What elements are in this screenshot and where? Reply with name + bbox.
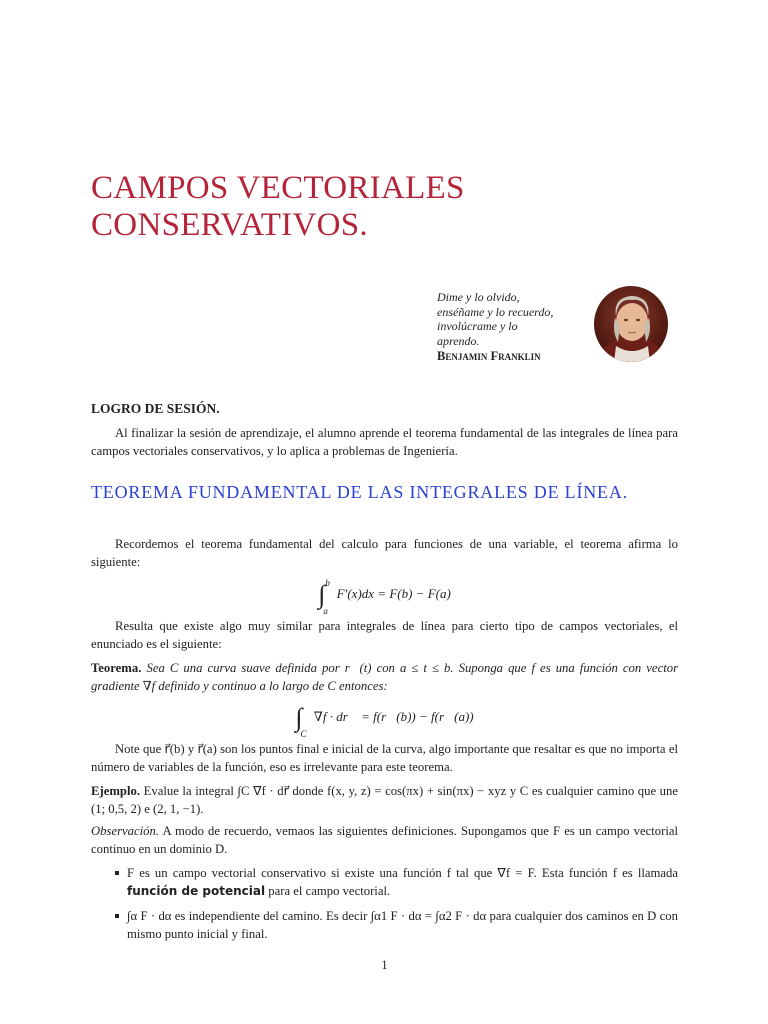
quote-line-1: Dime y lo olvido, [437, 290, 520, 304]
author-portrait [594, 286, 668, 362]
example-label: Ejemplo. [91, 784, 140, 798]
list-item [115, 907, 678, 943]
similar-paragraph: Resulta que existe algo muy similar para integrales de línea para cierto tipo de campos vectoriales, el enunciado es el siguiente: [91, 619, 678, 651]
bullet-2-text: ∫α F · dα es independiente del camino. Es decir ∫α1 F · dα = ∫α2 F · dα para cualquier dos caminos en D con mismo punto inicial y final. [127, 909, 678, 941]
bullet-1-bold: función de potencial [127, 884, 266, 898]
bullet-1-text-a: F es un campo vectorial conservativo si existe una función f tal que ∇f = F. Esta función f es llamada [127, 866, 678, 880]
theorem-label: Teorema. [91, 661, 142, 675]
note-paragraph: Note que r⃗(b) y r⃗(a) son los puntos final e inicial de la curva, algo importante que resaltar es que no importa el número de variables de la función, eso es irrelevante para este teorema. [91, 742, 678, 774]
section-heading: TEOREMA FUNDAMENTAL DE LAS INTEGRALES DE LÍNEA. [91, 482, 628, 502]
equation-fundamental-body: ∇f · dr⃗ = f(r⃗(b)) − f(r⃗(a)) [313, 708, 474, 724]
example-paragraph [91, 782, 678, 818]
title-line-1: CAMPOS VECTORIALES [91, 170, 465, 206]
theorem-paragraph [91, 659, 678, 695]
logro-heading: LOGRO DE SESIÓN. [91, 401, 220, 416]
equation-fundamental [91, 703, 678, 739]
intro-paragraph: Recordemos el teorema fundamental del calculo para funciones de una variable, el teorema afirma lo siguiente: [91, 537, 678, 569]
epigraph [437, 290, 597, 364]
bullet-icon [115, 914, 119, 918]
observation-label: Observación. [91, 824, 160, 838]
definitions-list [115, 864, 678, 943]
title-line-2: CONSERVATIVOS. [91, 207, 368, 243]
quote-line-3: involúcrame y lo [437, 319, 518, 334]
integral-limits [323, 578, 333, 616]
page-number: 1 [381, 958, 388, 972]
page [91, 0, 678, 1024]
page-title [91, 170, 678, 244]
logro-text: Al finalizar la sesión de aprendizaje, el alumno aprende el teorema fundamental de las integrales de línea para campos vectoriales conservativos, y lo aplica a problemas de Ingeniería. [91, 426, 678, 458]
equation-ftc [91, 578, 678, 616]
quote-author: Benjamin Franklin [437, 349, 541, 364]
observation-paragraph [91, 822, 678, 858]
integral-sign: ∫ [318, 580, 326, 609]
list-item [115, 864, 678, 900]
quote-line-4: aprendo. [437, 333, 480, 348]
lower-limit: a [323, 606, 328, 616]
bullet-icon [115, 871, 119, 875]
bullet-1-text-b: para el campo vectorial. [265, 884, 391, 898]
equation-ftc-body: F′(x)dx = F(b) − F(a) [336, 585, 451, 601]
theorem-text: Sea C una curva suave definida por r⃗(t) con a ≤ t ≤ b. Suponga que f es una función con vector gradiente ∇f definido y continuo a lo largo de C entonces: [91, 661, 679, 693]
upper-limit: b [325, 578, 330, 588]
integral-sign-2: ∫ [295, 703, 303, 732]
observation-text: A modo de recuerdo, vemaos las siguientes definiciones. Supongamos que F es un campo vectorial continuo en un dominio D. [91, 824, 678, 856]
example-text: Evalue la integral ∫C ∇f · dr⃗ donde f(x, y, z) = cos(πx) + sin(πx) − xyz y C es cualquier camino que une (1; 0,5, 2) e (2, 1, −1). [91, 784, 679, 816]
lower-limit-2: C [300, 729, 307, 739]
integral-limits-2 [300, 703, 311, 739]
quote-line-2: enséñame y lo recuerdo, [437, 304, 554, 319]
